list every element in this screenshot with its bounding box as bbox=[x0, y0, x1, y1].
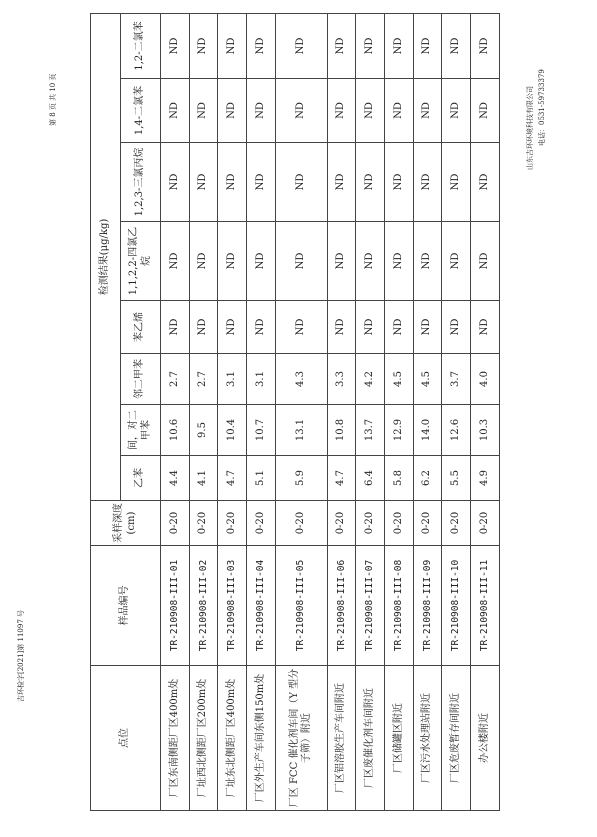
cell-value: 10.3 bbox=[471, 405, 500, 456]
cell-value: 13.1 bbox=[275, 405, 327, 456]
cell-value: ND bbox=[413, 301, 442, 354]
cell-value: 3.1 bbox=[247, 354, 276, 405]
cell-value: ND bbox=[275, 13, 327, 78]
cell-location: 办公楼附近 bbox=[471, 666, 500, 811]
cell-depth: 0-20 bbox=[327, 501, 356, 546]
page-indicator: 第 8 页 共 10 页 bbox=[49, 73, 57, 126]
cell-value: ND bbox=[327, 13, 356, 78]
header-analyte: 乙苯 bbox=[121, 456, 161, 501]
cell-value: 10.6 bbox=[161, 405, 190, 456]
header-location: 点位 bbox=[91, 666, 161, 811]
cell-value: 9.5 bbox=[189, 405, 218, 456]
cell-value: 4.1 bbox=[189, 456, 218, 501]
cell-value: 5.8 bbox=[385, 456, 414, 501]
cell-value: ND bbox=[471, 143, 500, 222]
cell-value: ND bbox=[218, 143, 247, 222]
cell-value: ND bbox=[385, 301, 414, 354]
cell-value: ND bbox=[247, 222, 276, 301]
cell-value: 4.7 bbox=[218, 456, 247, 501]
cell-location: 厂区污水处理站附近 bbox=[413, 666, 442, 811]
cell-value: ND bbox=[275, 143, 327, 222]
cell-value: 14.0 bbox=[413, 405, 442, 456]
cell-sample-id: TR-210908-III-01 bbox=[161, 546, 190, 666]
cell-value: ND bbox=[385, 143, 414, 222]
cell-value: ND bbox=[442, 301, 471, 354]
cell-value: ND bbox=[327, 143, 356, 222]
cell-depth: 0-20 bbox=[442, 501, 471, 546]
cell-sample-id: TR-210908-III-04 bbox=[247, 546, 276, 666]
cell-depth: 0-20 bbox=[471, 501, 500, 546]
cell-value: ND bbox=[442, 79, 471, 143]
header-analyte: 1,1,2,2-四氯乙烷 bbox=[121, 222, 161, 301]
cell-value: ND bbox=[161, 143, 190, 222]
cell-value: 4.3 bbox=[275, 354, 327, 405]
company-phone: 电话：0531-59733379 bbox=[538, 69, 546, 146]
cell-value: 4.0 bbox=[471, 354, 500, 405]
cell-depth: 0-20 bbox=[385, 501, 414, 546]
cell-sample-id: TR-210908-III-09 bbox=[413, 546, 442, 666]
cell-value: ND bbox=[218, 13, 247, 78]
cell-value: 6.2 bbox=[413, 456, 442, 501]
header-depth: 采样深度(cm) bbox=[91, 501, 161, 546]
cell-value: ND bbox=[189, 143, 218, 222]
cell-value: 3.3 bbox=[327, 354, 356, 405]
cell-value: ND bbox=[356, 13, 385, 78]
cell-value: 13.7 bbox=[356, 405, 385, 456]
cell-value: ND bbox=[189, 79, 218, 143]
cell-value: 4.5 bbox=[385, 354, 414, 405]
results-table bbox=[90, 13, 500, 811]
cell-value: ND bbox=[442, 143, 471, 222]
cell-value: ND bbox=[385, 222, 414, 301]
cell-location: 厂址西北侧距厂区200m处 bbox=[189, 666, 218, 811]
cell-value: 4.7 bbox=[327, 456, 356, 501]
cell-value: 5.1 bbox=[247, 456, 276, 501]
cell-value: ND bbox=[413, 79, 442, 143]
table-row bbox=[356, 13, 385, 810]
header-analyte: 苯乙烯 bbox=[121, 301, 161, 354]
cell-depth: 0-20 bbox=[356, 501, 385, 546]
document-number: 吉环检字[2021]第 11097 号 bbox=[17, 610, 25, 702]
cell-depth: 0-20 bbox=[413, 501, 442, 546]
cell-value: ND bbox=[356, 301, 385, 354]
cell-value: ND bbox=[189, 301, 218, 354]
cell-value: ND bbox=[189, 222, 218, 301]
cell-value: ND bbox=[275, 222, 327, 301]
cell-value: ND bbox=[247, 143, 276, 222]
table-row bbox=[189, 13, 218, 810]
cell-value: 3.1 bbox=[218, 354, 247, 405]
cell-location: 厂区危废暂存间附近 bbox=[442, 666, 471, 811]
cell-value: 5.9 bbox=[275, 456, 327, 501]
header-sample-id: 样品编号 bbox=[91, 546, 161, 666]
cell-value: 10.7 bbox=[247, 405, 276, 456]
cell-value: 12.9 bbox=[385, 405, 414, 456]
cell-value: ND bbox=[247, 79, 276, 143]
cell-location: 厂区外生产车间东侧150m处 bbox=[247, 666, 276, 811]
header-analyte: 1,4-二氯苯 bbox=[121, 79, 161, 143]
header-results: 检测结果(μg/kg) bbox=[91, 13, 121, 500]
cell-value: ND bbox=[413, 13, 442, 78]
cell-value: ND bbox=[161, 13, 190, 78]
cell-sample-id: TR-210908-III-03 bbox=[218, 546, 247, 666]
cell-value: ND bbox=[275, 79, 327, 143]
cell-value: 2.7 bbox=[161, 354, 190, 405]
table-row bbox=[442, 13, 471, 810]
header-analyte: 间，对二甲苯 bbox=[121, 405, 161, 456]
results-table-container bbox=[90, 14, 500, 811]
cell-value: ND bbox=[442, 13, 471, 78]
cell-value: ND bbox=[385, 79, 414, 143]
cell-value: 4.2 bbox=[356, 354, 385, 405]
cell-value: 5.5 bbox=[442, 456, 471, 501]
cell-value: ND bbox=[161, 222, 190, 301]
cell-value: ND bbox=[218, 79, 247, 143]
table-row bbox=[471, 13, 500, 810]
header-analyte: 1,2,3-三氯丙烷 bbox=[121, 143, 161, 222]
cell-value: 2.7 bbox=[189, 354, 218, 405]
cell-value: 12.6 bbox=[442, 405, 471, 456]
cell-depth: 0-20 bbox=[218, 501, 247, 546]
cell-value: 4.5 bbox=[413, 354, 442, 405]
cell-value: 4.9 bbox=[471, 456, 500, 501]
cell-value: ND bbox=[471, 301, 500, 354]
table-row bbox=[247, 13, 276, 810]
cell-depth: 0-20 bbox=[189, 501, 218, 546]
table-row bbox=[161, 13, 190, 810]
cell-value: ND bbox=[327, 79, 356, 143]
header-analyte: 1,2-二氯苯 bbox=[121, 13, 161, 78]
cell-value: 6.4 bbox=[356, 456, 385, 501]
cell-value: ND bbox=[356, 222, 385, 301]
cell-value: ND bbox=[189, 13, 218, 78]
cell-sample-id: TR-210908-III-11 bbox=[471, 546, 500, 666]
cell-sample-id: TR-210908-III-10 bbox=[442, 546, 471, 666]
cell-value: 10.8 bbox=[327, 405, 356, 456]
header-analyte: 邻二甲苯 bbox=[121, 354, 161, 405]
cell-value: 4.4 bbox=[161, 456, 190, 501]
cell-sample-id: TR-210908-III-06 bbox=[327, 546, 356, 666]
table-row bbox=[327, 13, 356, 810]
cell-depth: 0-20 bbox=[275, 501, 327, 546]
cell-value: ND bbox=[247, 301, 276, 354]
cell-value: ND bbox=[385, 13, 414, 78]
cell-value: ND bbox=[247, 13, 276, 78]
cell-value: ND bbox=[442, 222, 471, 301]
cell-location: 厂区铝溶胶生产车间附近 bbox=[327, 666, 356, 811]
cell-value: ND bbox=[471, 222, 500, 301]
cell-depth: 0-20 bbox=[161, 501, 190, 546]
cell-location: 厂区东南侧距厂区400m处 bbox=[161, 666, 190, 811]
table-row bbox=[413, 13, 442, 810]
cell-location: 厂址东北侧距厂区400m处 bbox=[218, 666, 247, 811]
company-name: 山东吉环环境科技有限公司 bbox=[526, 86, 534, 170]
cell-value: ND bbox=[327, 301, 356, 354]
cell-value: ND bbox=[471, 13, 500, 78]
cell-value: ND bbox=[161, 301, 190, 354]
table-row bbox=[275, 13, 327, 810]
cell-value: ND bbox=[275, 301, 327, 354]
cell-value: ND bbox=[413, 222, 442, 301]
cell-value: ND bbox=[218, 301, 247, 354]
cell-value: ND bbox=[161, 79, 190, 143]
cell-value: 10.4 bbox=[218, 405, 247, 456]
cell-value: ND bbox=[327, 222, 356, 301]
cell-depth: 0-20 bbox=[247, 501, 276, 546]
cell-sample-id: TR-210908-III-02 bbox=[189, 546, 218, 666]
cell-value: 3.7 bbox=[442, 354, 471, 405]
cell-value: ND bbox=[413, 143, 442, 222]
cell-sample-id: TR-210908-III-05 bbox=[275, 546, 327, 666]
table-row bbox=[218, 13, 247, 810]
cell-value: ND bbox=[218, 222, 247, 301]
cell-sample-id: TR-210908-III-07 bbox=[356, 546, 385, 666]
cell-value: ND bbox=[356, 79, 385, 143]
table-row bbox=[385, 13, 414, 810]
cell-location: 厂区废催化剂车间附近 bbox=[356, 666, 385, 811]
cell-sample-id: TR-210908-III-08 bbox=[385, 546, 414, 666]
cell-value: ND bbox=[471, 79, 500, 143]
cell-location: 厂区 FCC 催化剂车间（Y 型分子筛）附近 bbox=[275, 666, 327, 811]
cell-location: 厂区储罐区附近 bbox=[385, 666, 414, 811]
cell-value: ND bbox=[356, 143, 385, 222]
